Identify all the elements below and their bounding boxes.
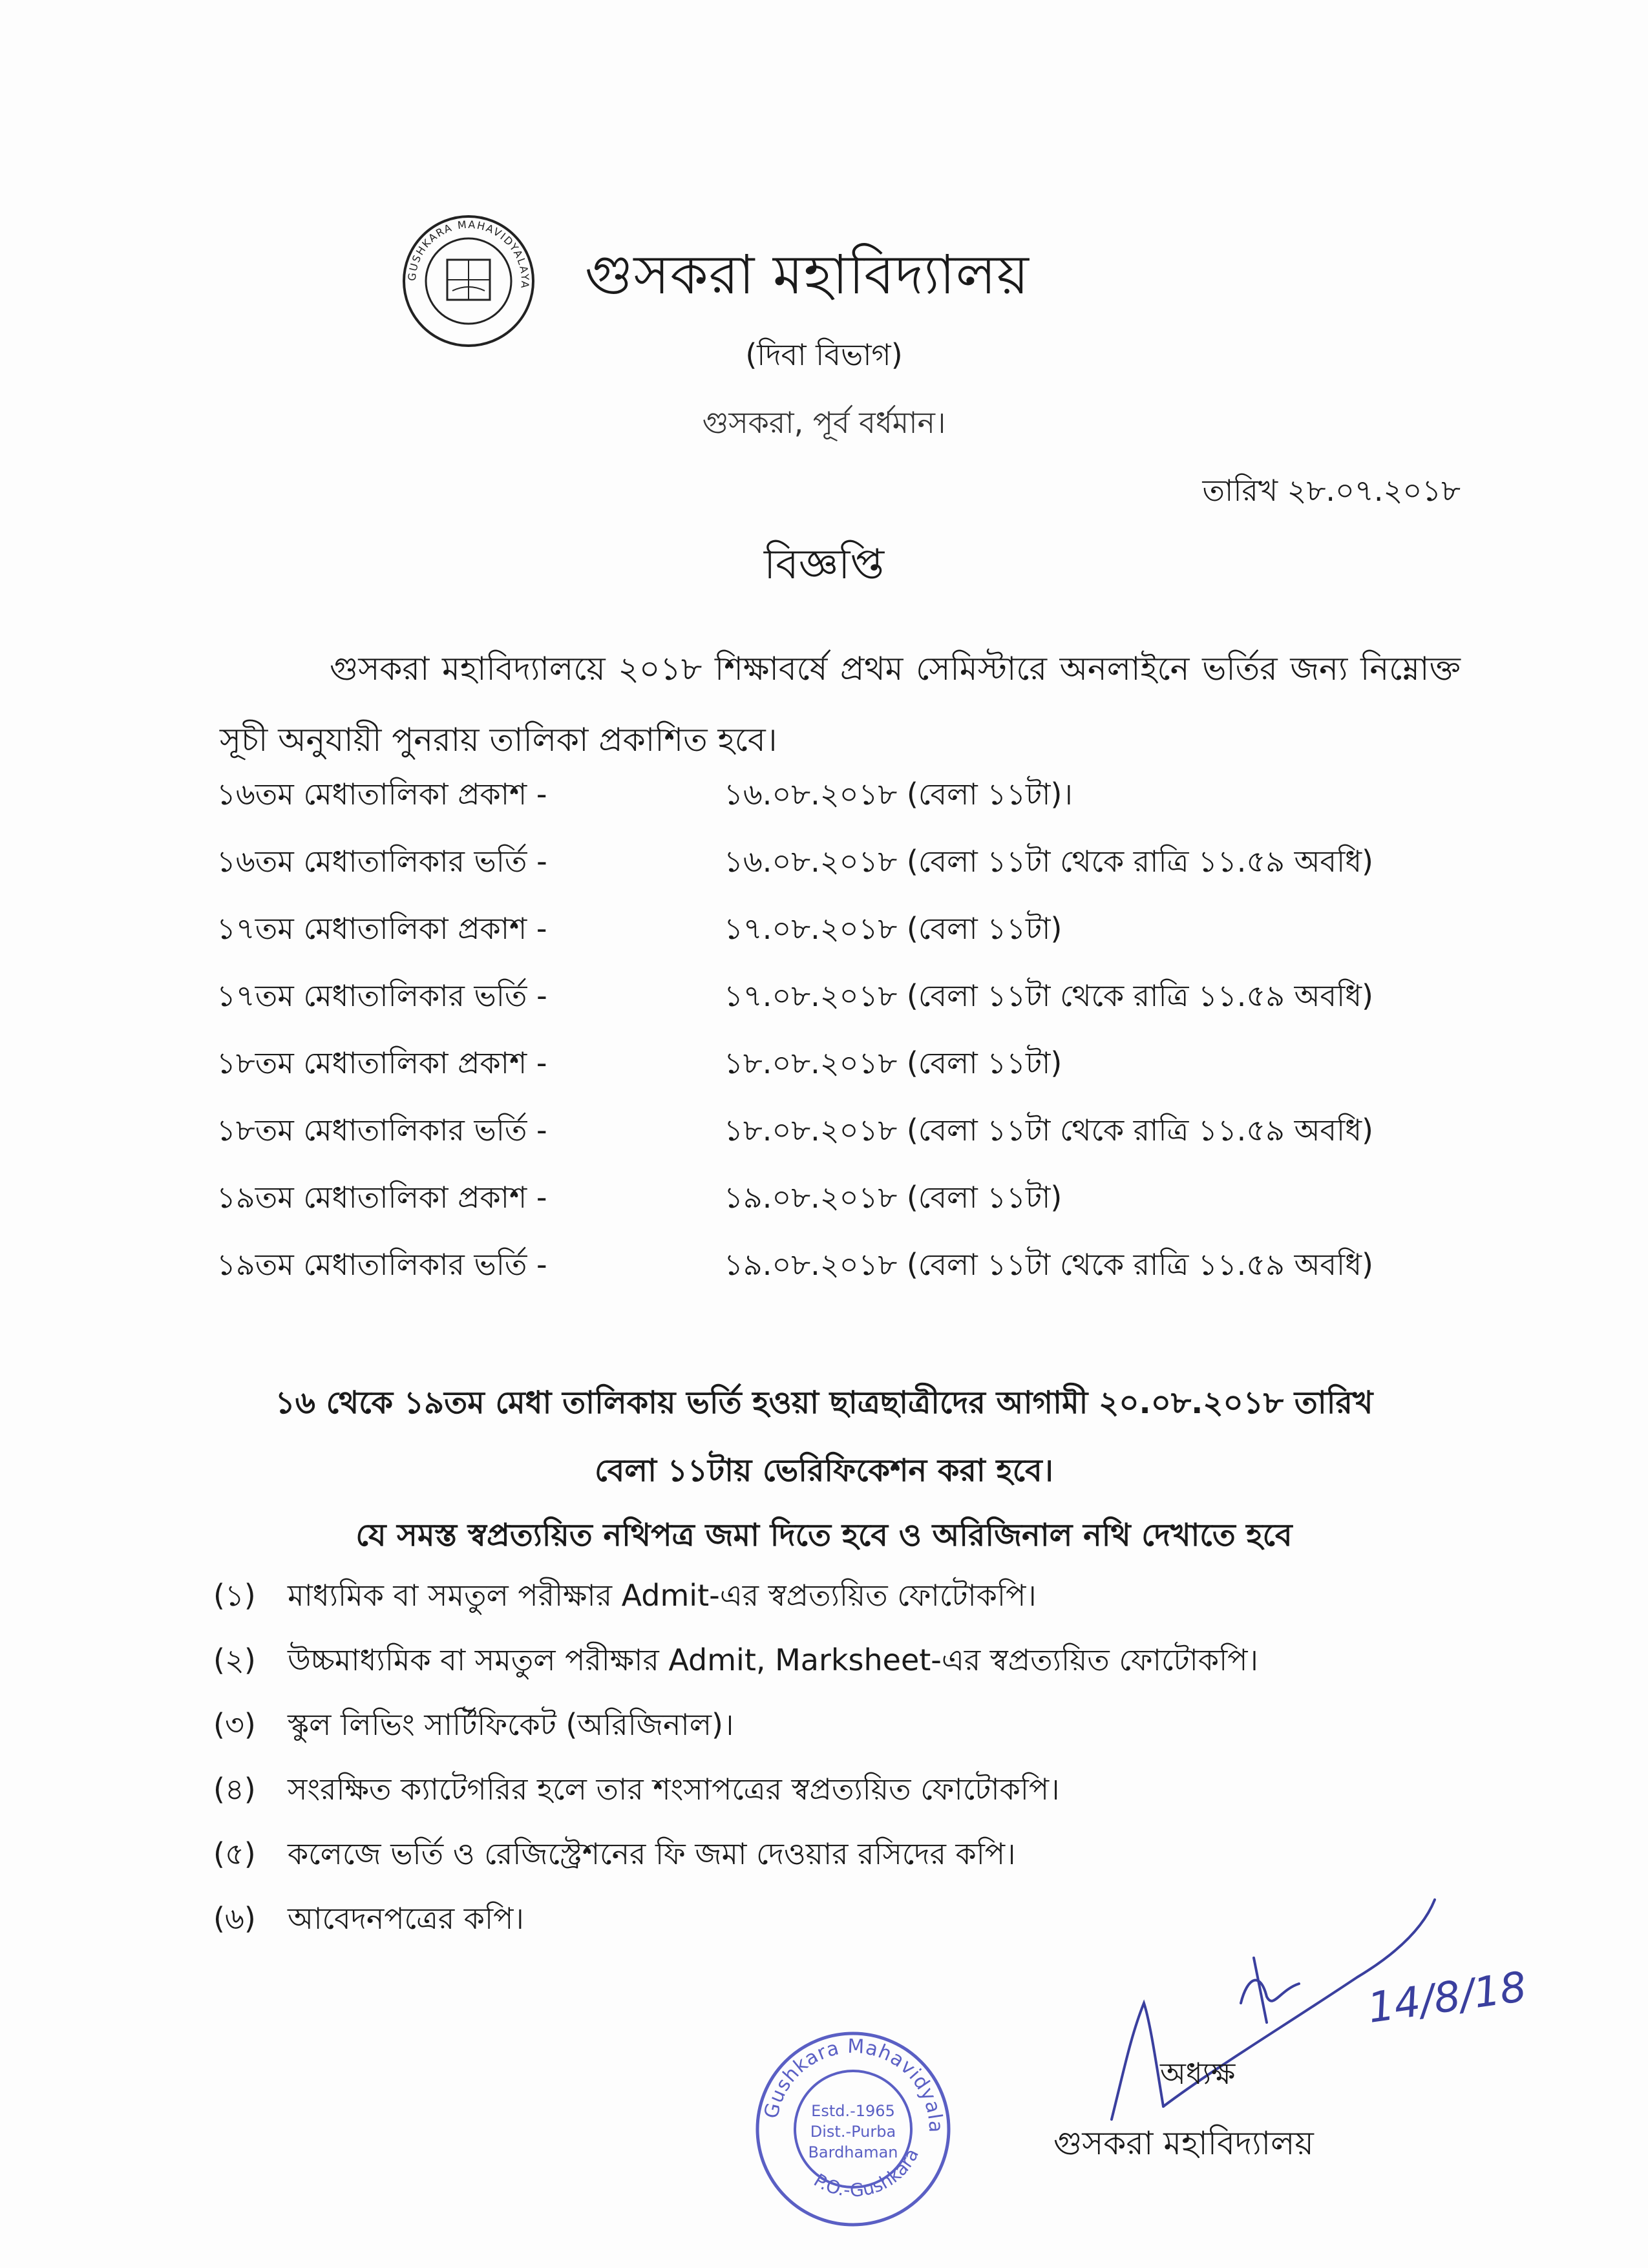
item-number: (৫) bbox=[213, 1836, 256, 1871]
intro-text: গুসকরা মহাবিদ্যালয়ে ২০১৮ শিক্ষাবর্ষে প্রথম সেমিস্টারে অনলাইনে ভর্তির জন্য নিম্নোক্ত সূচী অনুযায়ী পুনরায় তালিকা প্রকাশিত হবে। bbox=[220, 650, 1461, 759]
schedule-time: ১৭.০৮.২০১৮ (বেলা ১১টা থেকে রাত্রি ১১.৫৯ অবধি) bbox=[724, 978, 1374, 1013]
schedule-row bbox=[217, 974, 1496, 1041]
svg-text:GUSHKARA MAHAVIDYALAYA: GUSHKARA MAHAVIDYALAYA bbox=[405, 218, 532, 290]
list-item bbox=[213, 1703, 1474, 1767]
item-number: (২) bbox=[213, 1643, 256, 1677]
section-label: (দিবা বিভাগ) bbox=[745, 337, 903, 372]
schedule-list bbox=[217, 772, 1496, 1310]
item-number: (৩) bbox=[213, 1707, 256, 1742]
schedule-event: ১৬তম মেধাতালিকার ভর্তি - bbox=[217, 844, 547, 879]
list-item bbox=[213, 1573, 1474, 1638]
signatory-college: গুসকরা মহাবিদ্যালয় bbox=[1053, 2125, 1314, 2162]
schedule-row bbox=[217, 1041, 1496, 1108]
schedule-event: ১৬তম মেধাতালিকা প্রকাশ - bbox=[217, 777, 547, 812]
stamp-estd: Estd.-1965 bbox=[811, 2102, 895, 2120]
schedule-row bbox=[217, 839, 1496, 907]
schedule-time: ১৯.০৮.২০১৮ (বেলা ১১টা) bbox=[724, 1180, 1062, 1215]
item-text: আবেদনপত্রের কপি। bbox=[288, 1901, 524, 1936]
item-number: (৪) bbox=[213, 1772, 256, 1807]
principal-signature bbox=[1086, 1874, 1530, 2145]
item-text: সংরক্ষিত ক্যাটেগরির হলে তার শংসাপত্রের স্বপ্রত্যয়িত ফোটোকপি। bbox=[288, 1772, 1060, 1807]
stamp-dist: Dist.-Purba bbox=[810, 2123, 896, 2141]
schedule-event: ১৯তম মেধাতালিকার ভর্তি - bbox=[217, 1247, 547, 1282]
schedule-event: ১৮তম মেধাতালিকা প্রকাশ - bbox=[217, 1045, 547, 1080]
documents-heading: যে সমস্ত স্বপ্রত্যয়িত নথিপত্র জমা দিতে হবে ও অরিজিনাল নথি দেখাতে হবে bbox=[355, 1517, 1293, 1553]
item-text: উচ্চমাধ্যমিক বা সমতুল পরীক্ষার Admit, Marksheet-এর স্বপ্রত্যয়িত ফোটোকপি। bbox=[288, 1643, 1258, 1677]
item-number: (৬) bbox=[213, 1901, 256, 1936]
item-text: মাধ্যমিক বা সমতুল পরীক্ষার Admit-এর স্বপ্রত্যয়িত ফোটোকপি। bbox=[288, 1578, 1037, 1613]
college-stamp bbox=[743, 2008, 956, 2232]
schedule-time: ১৬.০৮.২০১৮ (বেলা ১১টা)। bbox=[724, 777, 1073, 812]
intro-paragraph bbox=[220, 633, 1461, 775]
schedule-event: ১৮তম মেধাতালিকার ভর্তি - bbox=[217, 1113, 547, 1148]
schedule-row bbox=[217, 1175, 1496, 1243]
schedule-time: ১৭.০৮.২০১৮ (বেলা ১১টা) bbox=[724, 911, 1062, 946]
list-item bbox=[213, 1638, 1474, 1703]
college-logo bbox=[401, 213, 536, 349]
schedule-time: ১৬.০৮.২০১৮ (বেলা ১১টা থেকে রাত্রি ১১.৫৯ অবধি) bbox=[724, 844, 1374, 879]
schedule-time: ১৯.০৮.২০১৮ (বেলা ১১টা থেকে রাত্রি ১১.৫৯ অবধি) bbox=[724, 1247, 1373, 1282]
stamp-district: Bardhaman bbox=[808, 2143, 898, 2161]
stamp-ring-text: Gushkara Mahavidyalaya bbox=[743, 2008, 947, 2134]
schedule-time: ১৮.০৮.২০১৮ (বেলা ১১টা) bbox=[724, 1045, 1062, 1080]
schedule-event: ১৯তম মেধাতালিকা প্রকাশ - bbox=[217, 1180, 547, 1215]
college-name: গুসকরা মহাবিদ্যালয় bbox=[585, 243, 1030, 306]
schedule-row bbox=[217, 1108, 1496, 1175]
verification-line-2: বেলা ১১টায় ভেরিফিকেশন করা হবে। bbox=[595, 1453, 1053, 1489]
schedule-row bbox=[217, 1243, 1496, 1310]
schedule-event: ১৭তম মেধাতালিকার ভর্তি - bbox=[217, 978, 547, 1013]
item-text: স্কুল লিভিং সার্টিফিকেট (অরিজিনাল)। bbox=[288, 1707, 734, 1742]
verification-line-1: ১৬ থেকে ১৯তম মেধা তালিকায় ভর্তি হওয়া ছাত্রছাত্রীদের আগামী ২০.০৮.২০১৮ তারিখ bbox=[275, 1385, 1373, 1421]
notice-date: তারিখ ২৮.০৭.২০১৮ bbox=[1202, 473, 1461, 508]
item-text: কলেজে ভর্তি ও রেজিস্ট্রেশনের ফি জমা দেওয়ার রসিদের কপি। bbox=[288, 1836, 1016, 1871]
signature-date: 14/8/18 bbox=[1364, 1963, 1530, 2033]
schedule-row bbox=[217, 907, 1496, 974]
stamp-po-text: P.O.-Gushkara bbox=[810, 2145, 924, 2201]
schedule-event: ১৭তম মেধাতালিকা প্রকাশ - bbox=[217, 911, 547, 946]
list-item bbox=[213, 1767, 1474, 1832]
schedule-row bbox=[217, 772, 1496, 839]
principal-title: অধ্যক্ষ bbox=[1160, 2056, 1236, 2091]
college-address: গুসকরা, পূর্ব বর্ধমান। bbox=[702, 405, 946, 440]
item-number: (১) bbox=[213, 1578, 256, 1613]
schedule-time: ১৮.০৮.২০১৮ (বেলা ১১টা থেকে রাত্রি ১১.৫৯ অবধি) bbox=[724, 1113, 1373, 1148]
notice-title: বিজ্ঞপ্তি bbox=[763, 541, 885, 589]
